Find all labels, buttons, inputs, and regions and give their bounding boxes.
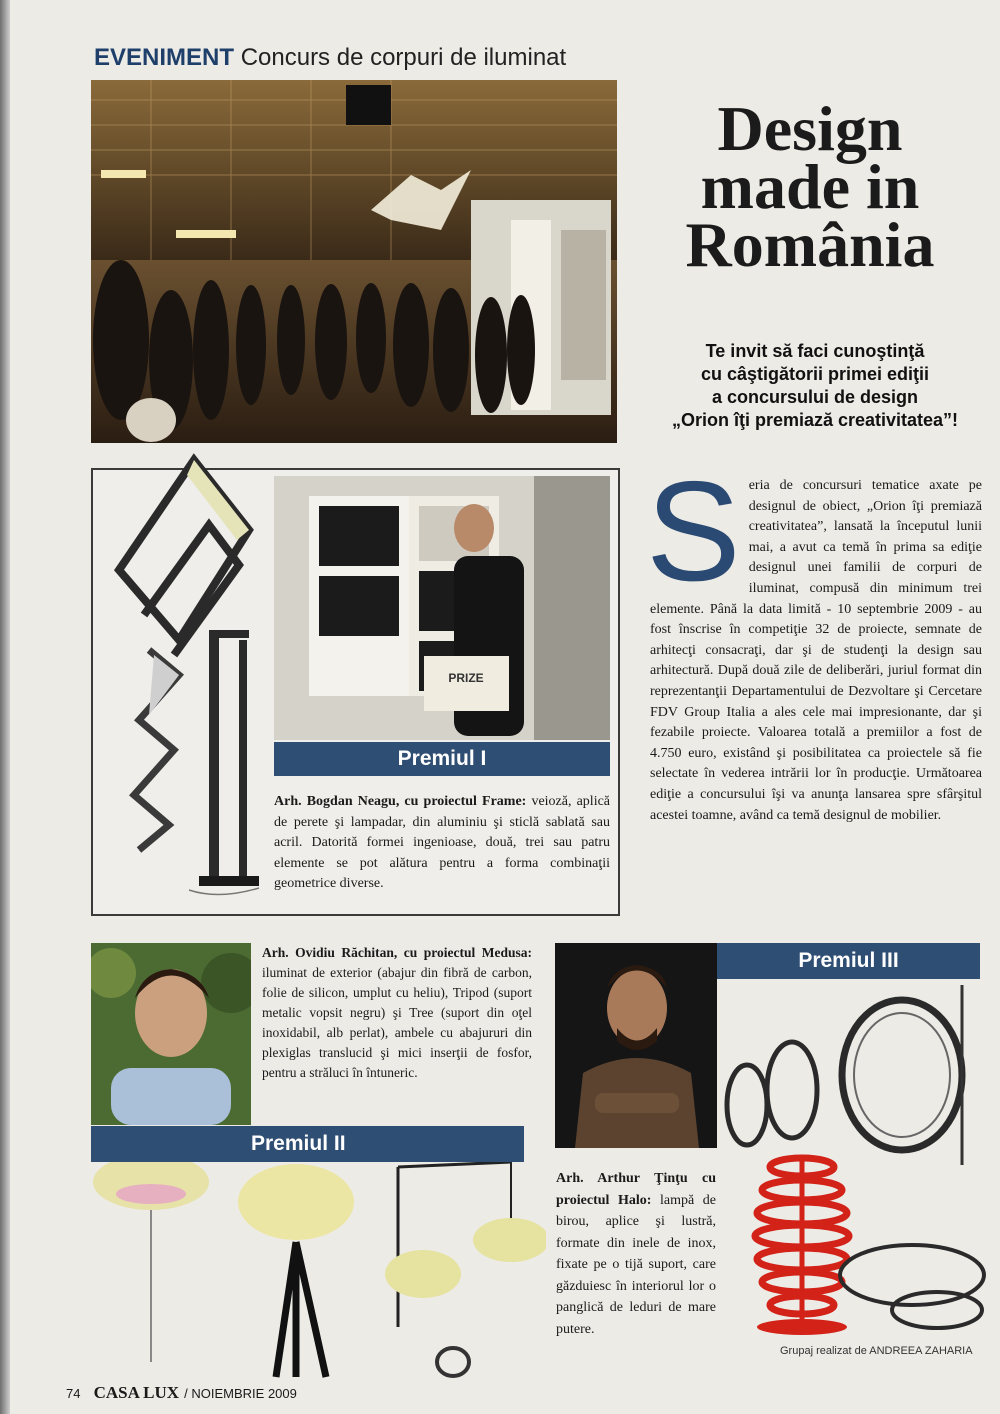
prize-2-caption <box>262 943 532 1083</box>
medusa-lamps-image <box>91 1162 546 1382</box>
title-line-3: România <box>685 209 935 280</box>
prize-1-winner-photo <box>274 476 610 740</box>
subtitle-line-4: „Orion îţi premiază creativitatea”! <box>671 410 959 430</box>
prize-2-text: iluminat de exterior (abajur din fibră de carbon, folie de silicon, umplut cu heliu), Tripod (suport metalic vopsit negru) şi Tree (suport din oţel inoxidabil, alb perlat), ambele cu abajururi din plexiglas translucid şi mici inserţii de fosfor, pentru a străluci în întuneric. <box>262 965 532 1080</box>
article-subtitle <box>650 340 980 432</box>
prize-3-label <box>717 943 980 979</box>
title-line-2: made in <box>700 151 920 222</box>
title-line-1: Design <box>717 93 903 164</box>
prize-1-text: veioză, aplică de perete şi lampadar, din aluminiu şi sticlă sablată sau acril. Datorită formei ingenioase, două, trei sau patru elemente se pot alătura pentru a forma combinaţii geometrice diverse. <box>274 794 611 892</box>
prize-sign-text: PRIZE <box>448 671 484 685</box>
event-photo <box>91 80 617 443</box>
prize-3-lead: Arh. Arthur Ţinţu cu proiectul Halo: <box>556 1171 716 1208</box>
prize-2-winner-photo <box>91 943 251 1125</box>
article-title <box>640 93 980 280</box>
article-body <box>646 452 982 826</box>
prize-1-caption <box>274 792 610 895</box>
page-edge <box>0 0 10 1414</box>
prize-3-text: lampă de birou, aplice şi lustră, formate din inele de inox, fixate pe o tijă suport, care găzduiesc în interiorul lor o panglică de leduri de mare putere. <box>556 1192 716 1337</box>
section-label: EVENIMENT <box>94 44 235 71</box>
section-header <box>94 44 566 72</box>
section-topic: Concurs de corpuri de iluminat <box>240 44 567 71</box>
drop-cap: S <box>646 452 741 611</box>
issue-date: / NOIEMBRIE 2009 <box>184 1386 297 1401</box>
magazine-name: CASA LUX <box>93 1383 180 1402</box>
page-footer <box>66 1383 297 1403</box>
prize-2-lead: Arh. Ovidiu Răchitan, cu proiectul Medusa: <box>262 945 532 960</box>
subtitle-line-1: Te invit să faci cunoştinţă <box>705 341 925 361</box>
prize-3-winner-photo <box>555 943 717 1148</box>
prize-1-box <box>91 468 620 916</box>
prize-1-lead: Arh. Bogdan Neagu, cu proiectul Frame: <box>274 794 527 809</box>
prize-1-label: Premiul I <box>274 742 610 776</box>
subtitle-line-2: cu câştigătorii primei ediţii <box>700 364 930 384</box>
prize-3-label-text: Premiul III <box>798 949 899 972</box>
article-text: eria de concursuri tematice axate pe designul de obiect, „Orion îţi premiază creativitatea”, lansată la începutul lunii mai, a avut ca temă în prima sa ediţie designul unei familii de corpuri de iluminat, compusă din minimum trei elemente. Până la data limită - 10 septembrie 2009 - au fost înscrise în competiţie 32 de proiecte, semnate de arhitecţi consacraţi, dar şi de studenţi la design sau arhitectură. După două zile de deliberări, juriul format din reprezentanţii Departamentului de Dezvoltare şi Cercetare FDV Group Italia a ales cele mai impresionante, dar şi fezabile proiecte. Valoarea totală a premiilor a fost de 4.750 euro, existând şi posibilitatea ca proiectele să fie selectate în vederea intrării lor în producţie. Următoarea ediţie a concursului îşi va anunţa lansarea spre sfârşitul acestei toamne, având ca temă designul de mobilier. <box>650 478 982 823</box>
prize-2-label <box>91 1126 524 1162</box>
page-number: 74 <box>66 1386 81 1401</box>
photo-credit: Grupaj realizat de ANDREEA ZAHARIA <box>780 1345 973 1357</box>
prize-2-label-text: Premiul II <box>251 1132 346 1155</box>
frame-lamp-image <box>99 450 274 910</box>
prize-3-caption <box>556 1168 716 1340</box>
halo-lamps-image <box>722 985 987 1340</box>
subtitle-line-3: a concursului de design <box>711 387 919 407</box>
